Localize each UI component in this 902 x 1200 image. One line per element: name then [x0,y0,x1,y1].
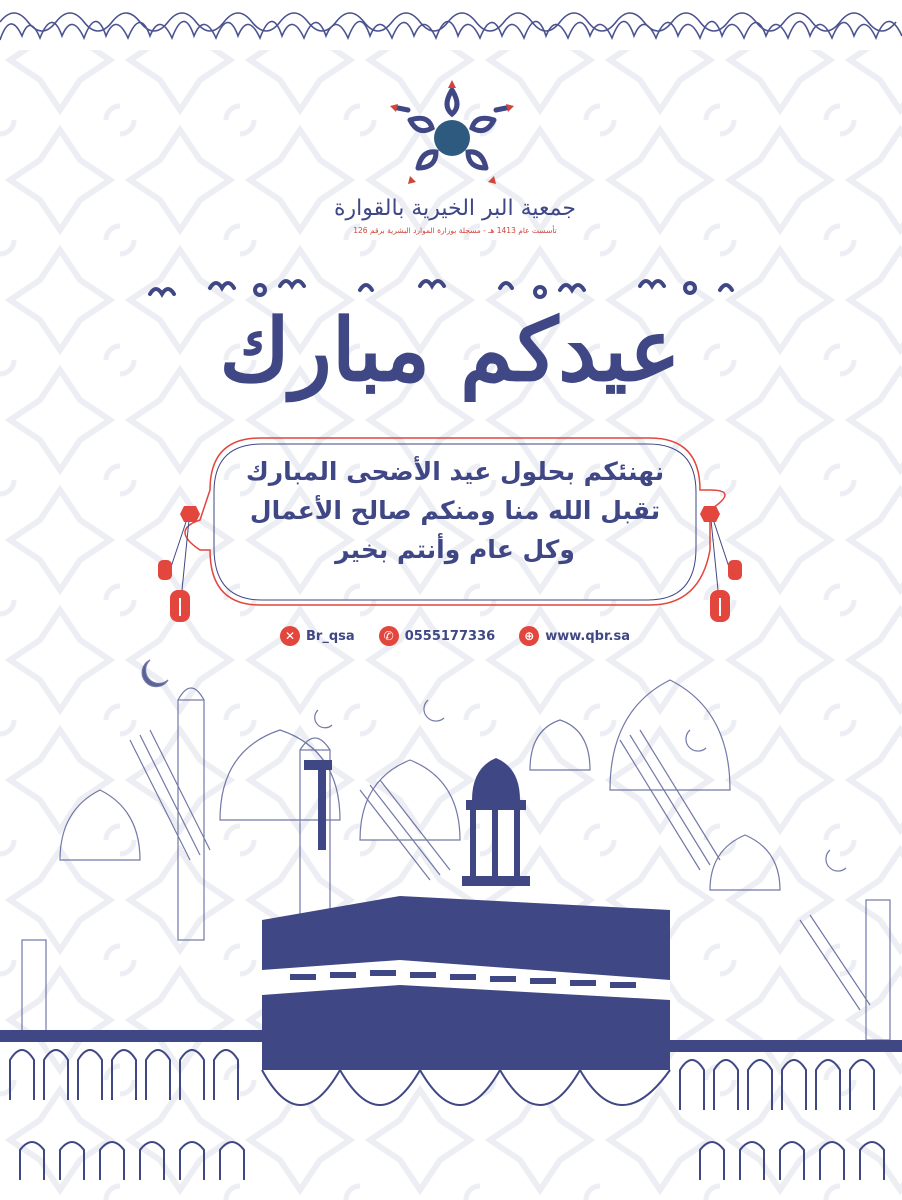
greeting-line-1: نهنئكم بحلول عيد الأضحى المبارك [245,457,665,486]
phone-icon: ✆ [379,626,399,646]
organization-name: جمعية البر الخيرية بالقوارة [334,196,576,221]
globe-icon: ⊕ [519,626,539,646]
top-ornament-border [0,0,902,52]
phone-number: 0555177336 [404,628,496,644]
greeting-line-2: تقبل الله منا ومنكم صالح الأعمال [249,496,661,525]
x-icon: ✕ [280,626,300,646]
organization-logo [388,80,516,190]
website-url: www.qbr.sa [545,628,630,644]
eid-greeting-title: عيدكم مبارك [219,300,681,401]
greeting-line-3: وكل عام وأنتم بخير [335,535,575,564]
kaaba-mosque-illustration [0,640,902,1200]
organization-registration: تأسست عام 1413 هـ - مسجلة بوزارة الموارد البشرية برقم 126 [353,226,557,235]
greeting-message [210,452,700,569]
twitter-handle: Br_qsa [306,628,355,644]
